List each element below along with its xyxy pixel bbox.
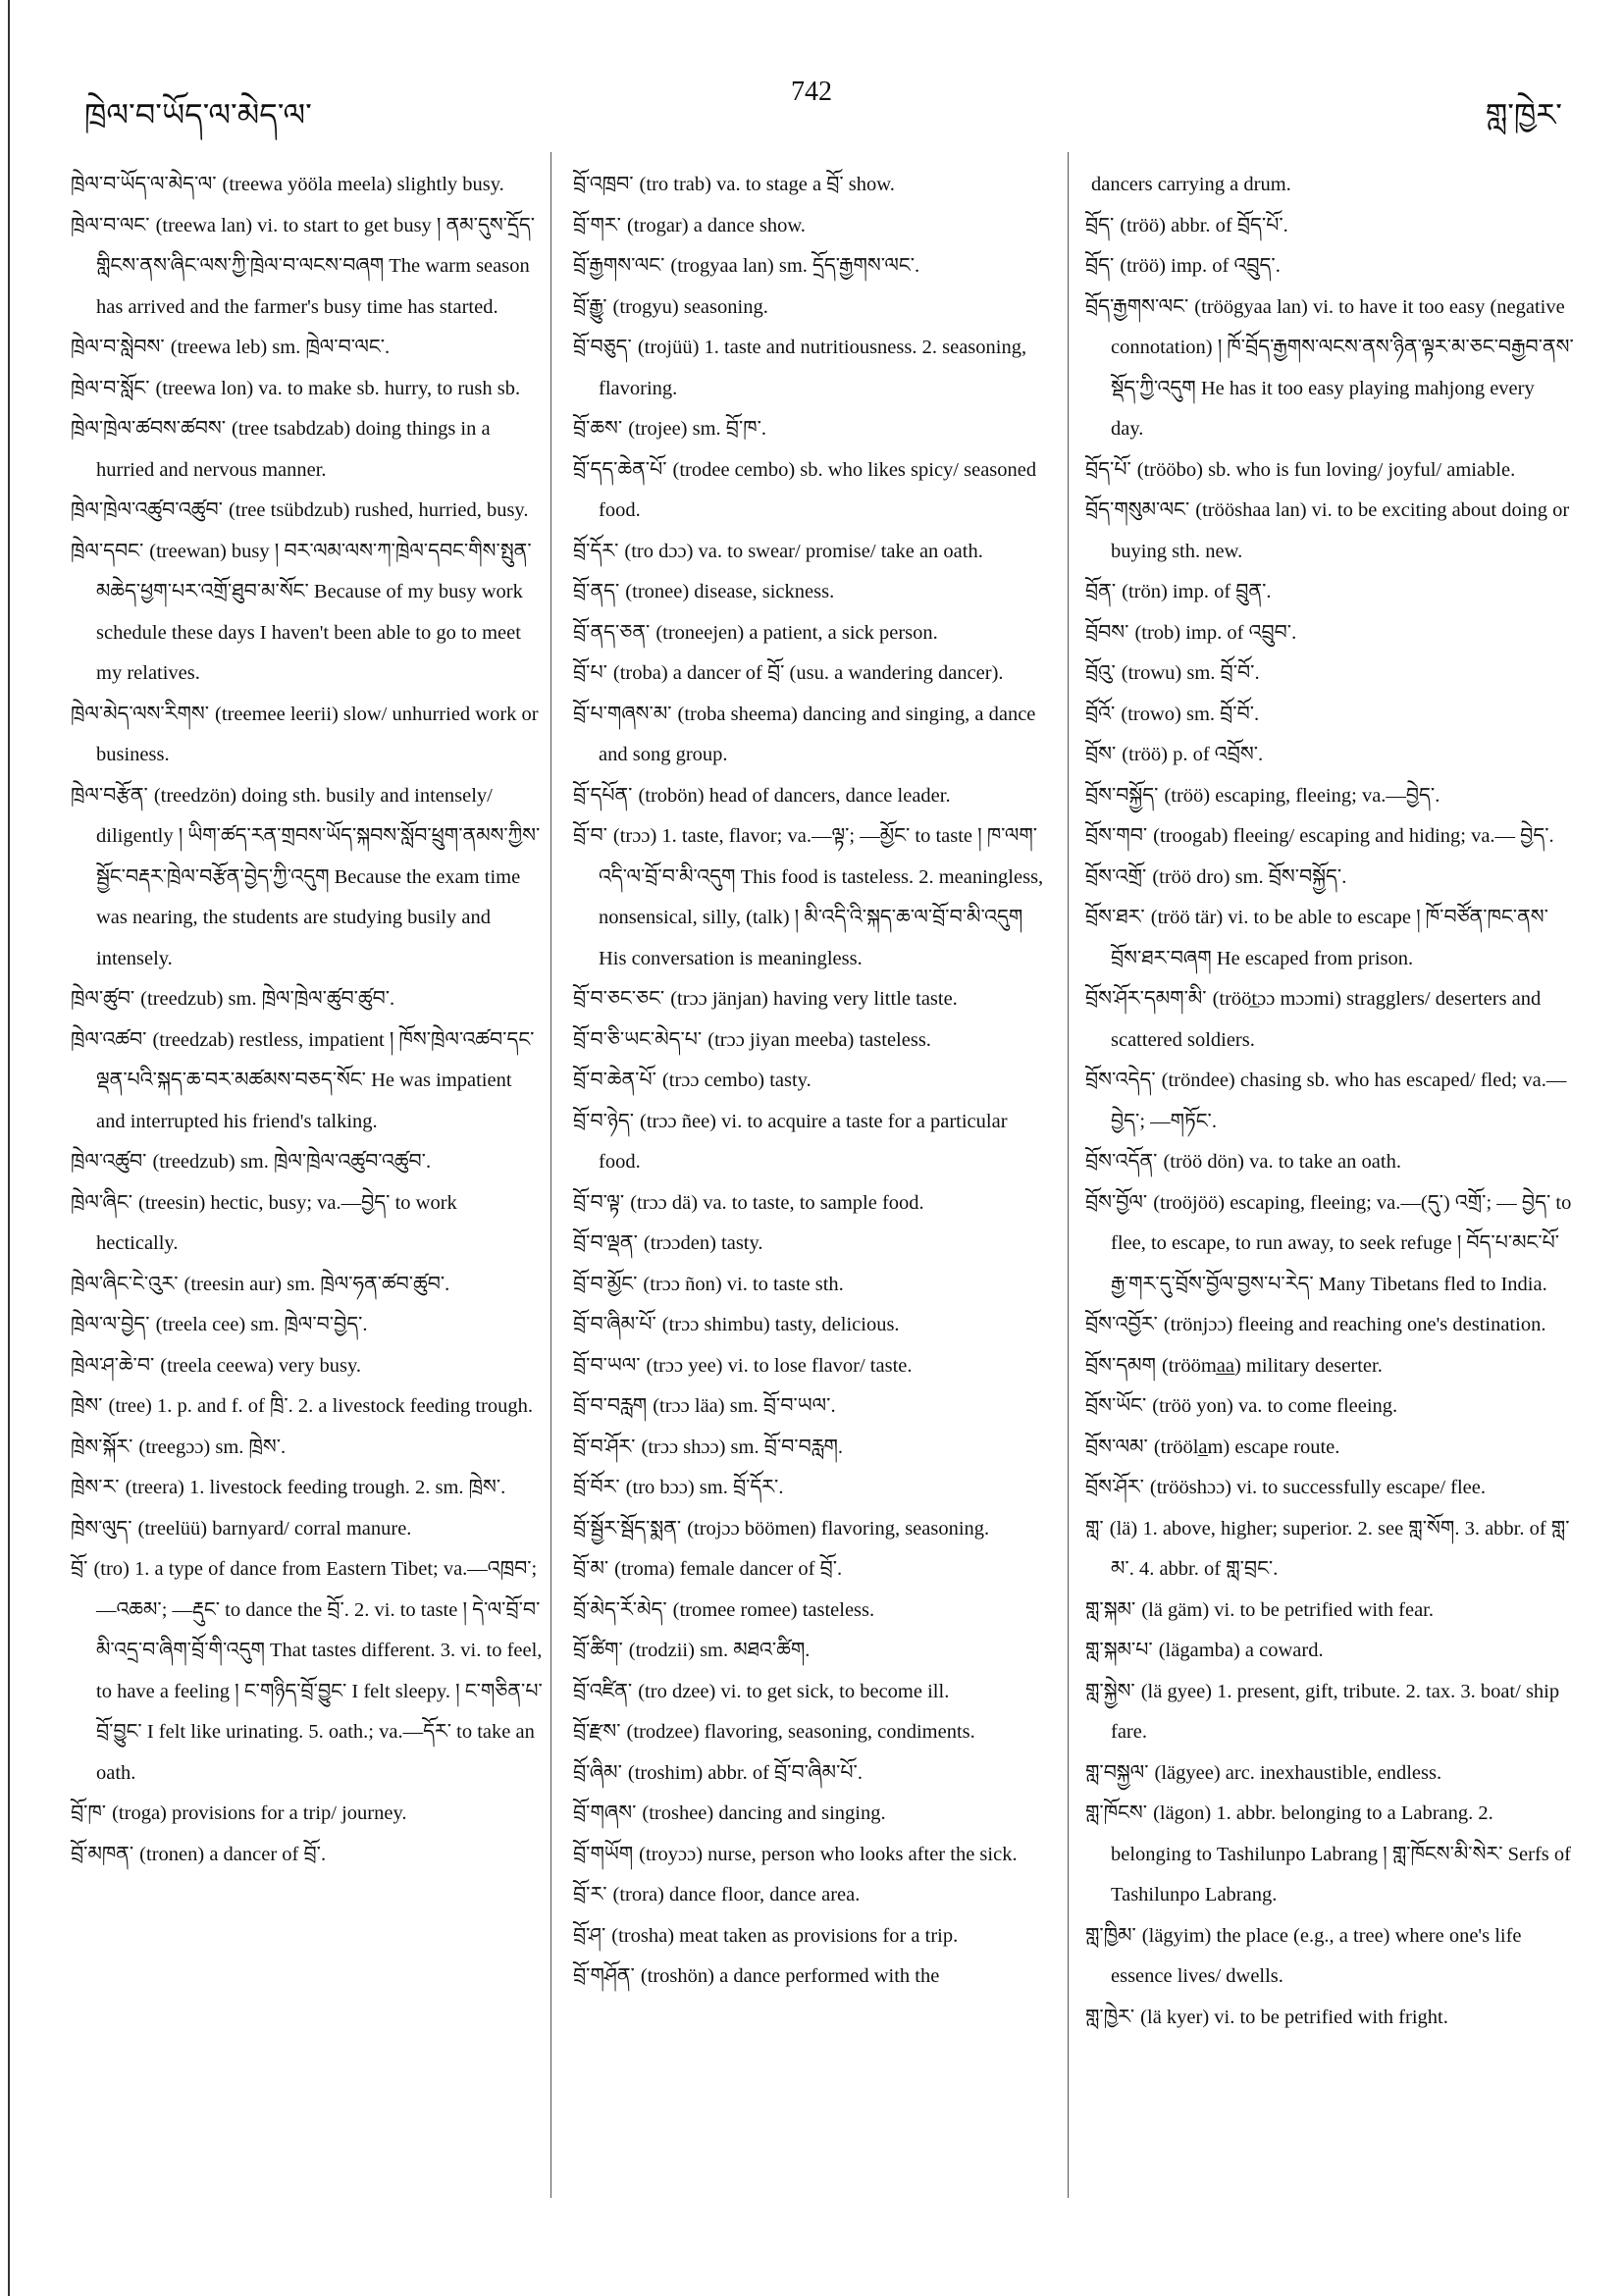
entry-headword: བྲོས་འགྲོ་ (1085, 865, 1147, 888)
dictionary-entry (1085, 898, 1576, 979)
entry-headword: བྲོ་བ་ཉེད་ (573, 1110, 635, 1132)
entry-definition: (tröndee) chasing sb. who has escaped/ fled; va.—བྱེད་; —གཏོང་. (1111, 1070, 1567, 1132)
entry-headword: བྲོས་ (1085, 744, 1117, 765)
entry-headword: བྲོ་དོར་ (573, 540, 619, 562)
entry-definition: (lägyee) arc. inexhaustible, endless. (1154, 1761, 1442, 1784)
entry-headword: བྲོ་གཤོན་ (573, 1965, 635, 1987)
column-divider (1068, 152, 1069, 2198)
dictionary-entry (71, 1794, 544, 1835)
column-3 (1085, 165, 1576, 2038)
entry-definition: (trogyaa lan) sm. དྲོད་རྒྱགས་ལང་. (670, 255, 920, 277)
entry-definition: (trɔɔden) tasty. (643, 1232, 763, 1254)
entry-definition: (treesin aur) sm. ཁྲེལ་ཧན་ཚབ་ཚུབ་. (183, 1273, 450, 1295)
column-2 (573, 165, 1046, 1998)
entry-definition: (troyɔɔ) nurse, person who looks after the sick. (639, 1843, 1018, 1865)
dictionary-entry (573, 1916, 1046, 1957)
dictionary-entry (1085, 1591, 1576, 1632)
entry-headword: ཁྲེལ་བ་སླེབས་ (71, 337, 165, 358)
entry-definition: (tronee) disease, sickness. (625, 581, 835, 602)
entry-definition: (trööla̲m) escape route. (1153, 1435, 1340, 1458)
dictionary-entry (71, 1428, 544, 1469)
entry-headword: བྲོ་མེད་རོ་མེད་ (573, 1598, 667, 1621)
entry-headword: བྲོ་རྒྱུ་ (573, 295, 607, 318)
dictionary-entry (573, 816, 1046, 979)
entry-definition: (lä) 1. above, higher; superior. 2. see གླ་སོག. 3. abbr. of གླ་མ་. 4. abbr. of གླ་བྲང་. (1109, 1517, 1570, 1580)
entry-definition: (trɔɔ shimbu) tasty, delicious. (661, 1314, 900, 1335)
entry-definition: (trowu) sm. བྲོ་བོ་. (1121, 662, 1260, 684)
header-right-guide-word: གླ་ཁྱེར་ (1485, 97, 1562, 132)
entry-definition: (tröö) p. of འབྲོས་. (1122, 744, 1264, 765)
header-left-guide-word: ཁྲེལ་བ་ཡོད་ལ་མེད་ལ་ (84, 97, 312, 132)
entry-definition: (troneejen) a patient, a sick person. (655, 621, 938, 644)
entry-definition: (trogar) a dance show. (626, 214, 806, 236)
dictionary-entry (573, 1591, 1046, 1632)
entry-headword: བྲོ་པ་གཞས་མ་ (573, 703, 672, 725)
entry-definition: (tröö) escaping, fleeing; va.—བྱེད་. (1164, 784, 1440, 807)
dictionary-entry (71, 1835, 544, 1876)
entry-definition: (trööshɔɔ) vi. to successfully escape/ flee. (1149, 1477, 1486, 1498)
entry-definition: (trɔɔ cembo) tasty. (661, 1070, 812, 1091)
entry-headword: བྲོས་བྱོལ་ (1085, 1191, 1148, 1214)
dictionary-entry (1085, 1916, 1576, 1998)
dictionary-entry (573, 409, 1046, 450)
entry-headword: གླ་ཁོངས་ (1085, 1802, 1148, 1824)
dictionary-entry (573, 1468, 1046, 1509)
page-number: 742 (791, 77, 832, 107)
entry-definition: (treela cee) sm. ཁྲེལ་བ་བྱེད་. (155, 1314, 368, 1335)
dictionary-entry (573, 1794, 1046, 1835)
dictionary-entry (71, 1549, 544, 1794)
entry-definition: (treedzön) doing sth. busily and intensely/ diligently ། ཡིག་ཚད་རན་གྲབས་ཡོད་སྐབས་སློབ་ཕྲུག་ནམས་ཀྱིས་སྦྱོང་བརྡར་ཁྲེལ་བརྩོན་བྱེད་ཀྱི་འདུག Because the exam time was nearing, the students are studying busily and intensely. (96, 784, 541, 969)
dictionary-entry (1085, 1631, 1576, 1672)
entry-headword: བྲོ་བ་ཅི་ཡང་མེད་པ་ (573, 1028, 703, 1051)
entry-headword: བྲོ་བ་ཞིམ་པོ་ (573, 1314, 656, 1335)
entry-headword: ཁྲེལ་མེད་ལས་རིགས་ (71, 703, 210, 725)
dictionary-entry (71, 1020, 544, 1143)
entry-headword: གླ་ཁྱིམ་ (1085, 1924, 1136, 1947)
entry-definition: (treera) 1. livestock feeding trough. 2. sm. ཁྲེས་. (125, 1477, 506, 1498)
dictionary-entry (71, 532, 544, 695)
entry-headword: བྲོ་ཁ་ (71, 1802, 107, 1824)
entry-headword: བྲོད་གསུམ་ལང་ (1085, 499, 1190, 521)
entry-headword: བྲོ་ཆས་ (573, 418, 623, 440)
entry-definition: (tronen) a dancer of བྲོ་. (139, 1843, 327, 1865)
dictionary-entry (1085, 979, 1576, 1061)
entry-definition: (lä gyee) 1. present, gift, tribute. 2. tax. 3. boat/ ship fare. (1111, 1680, 1560, 1743)
entry-definition: (trora) dance floor, dance area. (612, 1884, 861, 1905)
entry-headword: བྲོ་མཁན་ (71, 1843, 134, 1865)
dictionary-entry (1085, 572, 1576, 613)
entry-headword: བྲོ་ (71, 1558, 88, 1580)
entry-headword: བྲོབས་ (1085, 621, 1129, 644)
dictionary-entry (1085, 735, 1576, 776)
dictionary-entry (1085, 1183, 1576, 1306)
dictionary-entry (573, 246, 1046, 287)
entry-definition: (tröögyaa lan) vi. to have it too easy (negative connotation) ། ཁོ་བྲོད་རྒྱགས་ལངས་ནས་ཉིན་ལྟར་མ་ཅང་བརྒྱབ་ནས་སྡོད་ཀྱི་འདུག He has it too easy playing mahjong every day. (1111, 295, 1574, 440)
entry-definition: (tröö) abbr. of བྲོད་པོ་. (1120, 214, 1288, 236)
dictionary-entry (71, 1142, 544, 1183)
entry-headword: བྲོ་བཅུད་ (573, 337, 632, 358)
entry-headword: བྲོ་ཤ་ (573, 1924, 606, 1947)
entry-headword: བྲོ་དད་ཆེན་པོ་ (573, 458, 667, 481)
entry-headword: བྲོན་ (1085, 581, 1117, 602)
dictionary-entry (1085, 1753, 1576, 1795)
entry-headword: བྲོད་ (1085, 255, 1115, 277)
dictionary-entry (1085, 1998, 1576, 2039)
entry-definition: (tro dɔɔ) va. to swear/ promise/ take an oath. (624, 540, 983, 562)
dictionary-entry (71, 1346, 544, 1387)
entry-definition: (trɔɔ ñon) vi. to taste sth. (643, 1273, 844, 1295)
entry-definition: (tree) 1. p. and f. of ཁྲི་. 2. a livestock feeding trough. (108, 1395, 534, 1417)
entry-headword: བྲོ་བ་ལྟ་ (573, 1191, 625, 1214)
entry-definition: (trɔɔ ñee) vi. to acquire a taste for a particular food. (599, 1110, 1008, 1173)
dictionary-entry (71, 491, 544, 532)
entry-headword: གླ་བསྐྱལ་ (1085, 1761, 1149, 1784)
entry-headword: གླ་སྐམ་པ་ (1085, 1640, 1153, 1661)
entry-definition: (troshim) abbr. of བྲོ་བ་ཞིམ་པོ་. (627, 1761, 863, 1784)
entry-headword: བྲོ་བ་ཅང་ཅང་ (573, 988, 665, 1010)
entry-definition: (treelüü) barnyard/ corral manure. (137, 1517, 412, 1539)
dictionary-entry (573, 1672, 1046, 1713)
dictionary-entry (573, 1102, 1046, 1183)
entry-definition: (trodzii) sm. མཐའ་ཚིག. (628, 1640, 811, 1661)
entry-definition: (tro dzee) vi. to get sick, to become ill. (638, 1680, 950, 1702)
entry-definition: (trɔɔ yee) vi. to lose flavor/ taste. (646, 1354, 913, 1377)
entry-definition: (troma) female dancer of བྲོ་. (614, 1558, 843, 1580)
dictionary-entry (573, 1224, 1046, 1265)
entry-headword: གླ་སྐྱེས་ (1085, 1680, 1135, 1702)
dictionary-entry (573, 287, 1046, 329)
entry-headword: བྲོད་ (1085, 214, 1115, 236)
column-1 (71, 165, 544, 1875)
dictionary-entry (573, 1835, 1046, 1876)
entry-headword: བྲོ་བ་བརླག (573, 1395, 648, 1417)
dictionary-entry (71, 1386, 544, 1428)
entry-headword: བྲོས་འདེད་ (1085, 1070, 1156, 1091)
entry-definition: (treemee leerii) slow/ unhurried work or business. (96, 703, 539, 765)
entry-headword: བྲོའུ་ (1085, 662, 1116, 684)
dictionary-entry (573, 1346, 1046, 1387)
entry-headword: ཁྲེལ་ཞིང་ངེ་འུར་ (71, 1273, 179, 1295)
dictionary-entry (573, 328, 1046, 409)
entry-headword: ཁྲེལ་དབང་ (71, 540, 144, 562)
dictionary-entry (1085, 450, 1576, 492)
entry-headword: ཁྲེས་སྐོར་ (71, 1435, 133, 1458)
entry-headword: བྲོ་པ་ (573, 662, 607, 684)
entry-definition: (trön) imp. of བྲུན་. (1122, 581, 1272, 602)
entry-definition: (trobön) head of dancers, dance leader. (638, 784, 951, 807)
entry-headword: ཁྲེལ་བ་ཡོད་ལ་མེད་ལ་ (71, 174, 217, 195)
dictionary-entry (71, 1509, 544, 1550)
entry-definition: (treewan) busy ། བར་ལམ་ལས་ཀ་ཁྲེལ་དབང་གིས་སྤུན་མཆེད་ཕྱག་པར་འགྲོ་ཐུབ་མ་སོང་ Because of my busy work schedule these days I haven't been able to go to meet my relatives. (96, 540, 532, 684)
dictionary-entry (573, 206, 1046, 247)
dictionary-entry (1085, 1468, 1576, 1509)
entry-definition: (treewa lan) vi. to start to get busy ། ནམ་དུས་དྲོད་གླིངས་ནས་ཞིང་ལས་ཀྱི་ཁྲེལ་བ་ལངས་བཞག The warm season has arrived and the farmer's busy time has started. (96, 214, 536, 318)
dictionary-entry (1085, 1386, 1576, 1428)
entry-headword: ཁྲེལ་འཚུབ་ (71, 1151, 147, 1173)
entry-definition: (tromee romee) tasteless. (672, 1598, 875, 1621)
left-margin-rule (8, 0, 10, 2296)
entry-definition: dancers carrying a drum. (1091, 174, 1291, 195)
dictionary-entry (1085, 776, 1576, 817)
dictionary-entry (71, 206, 544, 329)
entry-definition: (trojɔɔ böömen) flavoring, seasoning. (687, 1517, 990, 1539)
dictionary-entry (573, 1265, 1046, 1306)
entry-definition: (trɔɔ jänjan) having very little taste. (670, 988, 958, 1010)
dictionary-entry (71, 1305, 544, 1346)
entry-definition: (trojüü) 1. taste and nutritiousness. 2. seasoning, flavoring. (599, 337, 1027, 399)
dictionary-entry (1085, 1061, 1576, 1142)
dictionary-entry (1085, 1305, 1576, 1346)
dictionary-entry (71, 1468, 544, 1509)
dictionary-entry (1085, 1428, 1576, 1469)
entry-headword: བྲོ་རྒྱགས་ལང་ (573, 255, 665, 277)
entry-headword: ཁྲེལ་ཁྲེལ་འཚུབ་འཚུབ་ (71, 499, 223, 521)
entry-definition: (troba) a dancer of བྲོ་ (usu. a wandering dancer). (612, 662, 1004, 684)
dictionary-entry (573, 979, 1046, 1020)
entry-headword: བྲོ་བ་ལྡན་ (573, 1232, 638, 1254)
entry-headword: བྲོ་མ་ (573, 1558, 609, 1580)
dictionary-entry (573, 653, 1046, 695)
entry-headword: བྲོ་གཡོག (573, 1843, 634, 1865)
entry-definition: (trööbo) sb. who is fun loving/ joyful/ amiable. (1136, 458, 1516, 481)
dictionary-entry (573, 1875, 1046, 1916)
entry-headword: བྲོ་བོར་ (573, 1477, 620, 1498)
entry-headword: ཁྲེས་ལུད་ (71, 1517, 132, 1539)
entry-definition: (treedzub) sm. ཁྲེལ་ཁྲེལ་འཚུབ་འཚུབ་. (152, 1151, 432, 1173)
entry-definition: (tröö) imp. of འབྲུད་. (1120, 255, 1281, 277)
entry-definition: (treewa leb) sm. ཁྲེལ་བ་ལང་. (170, 337, 391, 358)
entry-headword: ཁྲེས་ (71, 1395, 103, 1417)
entry-definition: (treedzab) restless, impatient ། ཁོས་ཁྲེལ་འཚབ་དང་ལྡན་པའི་སྐད་ཆ་བར་མཚམས་བཅད་སོང་ He was impatient and interrupted his friend's talking. (96, 1028, 535, 1132)
entry-headword: བྲོ་སྦྱོར་སྦོད་སྨན་ (573, 1517, 682, 1539)
entry-headword: བྲོ་ནད་ (573, 581, 620, 602)
entry-headword: བྲོས་བསྐྱོད་ (1085, 784, 1159, 807)
entry-definition: (trönjɔɔ) fleeing and reaching one's destination. (1163, 1314, 1546, 1335)
dictionary-entry (573, 532, 1046, 573)
entry-definition: (tree tsübdzub) rushed, hurried, busy. (228, 499, 529, 521)
entry-definition: (troöjöö) escaping, fleeing; va.—(དུ་) འགྲོ་; — བྱེད་ to flee, to escape, to run away, to seek refuge ། བོད་པ་མང་པོ་རྒྱ་གར་དུ་བྲོས་བྱོལ་བྱས་པ་རེད་ Many Tibetans fled to India. (1111, 1191, 1572, 1295)
entry-definition: (trodee cembo) sb. who likes spicy/ seasoned food. (599, 458, 1037, 521)
entry-definition: (troshön) a dance performed with the (640, 1965, 940, 1987)
entry-definition: (trodzee) flavoring, seasoning, condiments. (626, 1721, 975, 1743)
entry-definition: (lägyim) the place (e.g., a tree) where one's life essence lives/ dwells. (1111, 1924, 1522, 1987)
entry-headword: གླ་ (1085, 1517, 1104, 1539)
entry-definition: (tröö tär) vi. to be able to escape ། ཁོ་བཙོན་ཁང་ནས་བྲོས་ཐར་བཞག He escaped from prison. (1111, 907, 1548, 969)
dictionary-entry (573, 450, 1046, 532)
entry-headword: བྲོའོ་ (1085, 703, 1116, 725)
dictionary-entry (573, 1305, 1046, 1346)
dictionary-entry (573, 1549, 1046, 1591)
entry-definition: (trojee) sm. བྲོ་ཁ་. (628, 418, 767, 440)
entry-definition: (tro) 1. a type of dance from Eastern Tibet; va.—འཁྲབ་; —འཆམ་; —རྡུང་ to dance the བྲོ་. 2. vi. to taste ། དེ་ལ་བྲོ་བ་མི་འདྲ་བ་ཞིག་བྲོ་གི་འདུག That tastes different. 3. vi. to feel, to have a feeling ། ང་གཉིད་བྲོ་བྱུང་ I felt sleepy. ། ང་གཅིན་པ་བྲོ་བྱུང་ I felt like urinating. 5. oath.; va.—དོར་ to take an oath. (93, 1558, 543, 1784)
entry-definition: (tro bɔɔ) sm. བྲོ་དོར་. (625, 1477, 784, 1498)
entry-headword: བྲོས་ཤོར་ (1085, 1477, 1144, 1498)
dictionary-entry (1085, 1794, 1576, 1916)
dictionary-entry (573, 1509, 1046, 1550)
entry-definition: (tröö dro) sm. བྲོས་བསྐྱོད་. (1152, 865, 1347, 888)
entry-headword: བྲོ་འཛིན་ (573, 1680, 633, 1702)
dictionary-entry (573, 776, 1046, 817)
dictionary-entry (1085, 858, 1576, 899)
entry-headword: བྲོ་རྫས་ (573, 1721, 621, 1743)
entry-headword: བྲོ་གཞས་ (573, 1802, 637, 1824)
dictionary-entry (573, 1753, 1046, 1795)
entry-headword: ཁྲེལ་བ་ལང་ (71, 214, 150, 236)
entry-definition: (trɔɔ dä) va. to taste, to sample food. (630, 1191, 924, 1214)
dictionary-entry (71, 776, 544, 980)
dictionary-entry (573, 1061, 1046, 1102)
dictionary-entry (1085, 1509, 1576, 1591)
dictionary-entry (573, 1386, 1046, 1428)
entry-definition: (trɔɔ jiyan meeba) tasteless. (707, 1028, 931, 1051)
entry-definition: (troba sheema) dancing and singing, a dance and song group. (599, 703, 1036, 765)
entry-headword: བྲོ་དཔོན་ (573, 784, 633, 807)
dictionary-entry (1085, 1346, 1576, 1387)
entry-headword: ཁྲེལ་ཁྲེལ་ཚབས་ཚབས་ (71, 418, 227, 440)
dictionary-entry (573, 695, 1046, 776)
entry-headword: ཁྲེས་ར་ (71, 1477, 120, 1498)
dictionary-entry (71, 328, 544, 369)
entry-headword: བྲོ་བ་ཡལ་ (573, 1354, 641, 1377)
entry-headword: ཁྲེལ་ཞིང་ (71, 1191, 132, 1214)
entry-headword: བྲོས་དམག (1085, 1354, 1156, 1377)
entry-headword: ཁྲེལ་ལ་བྱེད་ (71, 1314, 150, 1335)
dictionary-entry (573, 1020, 1046, 1062)
column-divider (550, 152, 551, 2198)
dictionary-entry (71, 409, 544, 491)
entry-definition: (trööt̲ɔɔ mɔɔmi) stragglers/ deserters and scattered soldiers. (1111, 988, 1542, 1051)
entry-definition: (trɔɔ läa) sm. བྲོ་བ་ཡལ་. (653, 1395, 836, 1417)
entry-definition: (trööshaa lan) vi. to be exciting about doing or buying sth. new. (1111, 499, 1570, 562)
entry-definition: (trɔɔ shɔɔ) sm. བྲོ་བ་བརླག. (641, 1435, 844, 1458)
dictionary-entry (573, 1631, 1046, 1672)
entry-definition: (tro trab) va. to stage a བྲོ་ show. (639, 174, 895, 195)
dictionary-entry (1085, 816, 1576, 858)
entry-definition: (lä kyer) vi. to be petrified with fright. (1140, 2006, 1448, 2028)
entry-headword: བྲོ་བ་ཆེན་པོ་ (573, 1070, 656, 1091)
entry-headword: བྲོ་ར་ (573, 1884, 607, 1905)
entry-headword: བྲོ་གར་ (573, 214, 621, 236)
entry-definition: (treedzub) sm. ཁྲེལ་ཁྲེལ་ཚུབ་ཚུབ་. (140, 988, 395, 1010)
entry-headword: ཁྲེལ་བ་སློང་ (71, 377, 150, 399)
entry-headword: ཁྲེལ་ཤ་ཆེ་བ་ (71, 1354, 155, 1377)
entry-headword: བྲོས་ཐར་ (1085, 907, 1145, 928)
entry-headword: གླ་སྐམ་ (1085, 1598, 1136, 1621)
dictionary-entry (573, 1428, 1046, 1469)
entry-definition: (troogab) fleeing/ escaping and hiding; va.— བྱེད་. (1153, 825, 1554, 847)
entry-headword: བྲོས་གབ་ (1085, 825, 1148, 847)
entry-headword: བྲོད་པོ་ (1085, 458, 1131, 481)
dictionary-entry (1085, 613, 1576, 654)
entry-headword: བྲོ་བ་ (573, 825, 607, 847)
entry-definition: (trogyu) seasoning. (612, 295, 768, 318)
dictionary-entry (1085, 1672, 1576, 1753)
entry-headword: ཁྲེལ་ཚུབ་ (71, 988, 135, 1010)
entry-definition: (tröö dön) va. to take an oath. (1163, 1151, 1401, 1173)
dictionary-entry (71, 1183, 544, 1265)
entry-headword: བྲོ་འཁྲབ་ (573, 174, 634, 195)
entry-definition: (treewa yööla meela) slightly busy. (222, 174, 504, 195)
dictionary-entry (1085, 206, 1576, 247)
entry-headword: བྲོས་ཤོར་དམག་མི་ (1085, 988, 1207, 1010)
dictionary-entry (573, 165, 1046, 206)
dictionary-entry (1085, 1142, 1576, 1183)
entry-definition: (trob) imp. of འབྲུབ་. (1134, 621, 1297, 644)
entry-headword: བྲོས་འདོན་ (1085, 1151, 1158, 1173)
dictionary-entry (71, 1265, 544, 1306)
entry-headword: བྲོ་ཚིག་ (573, 1640, 623, 1661)
entry-definition: (troga) provisions for a trip/ journey. (112, 1802, 407, 1824)
dictionary-entry (573, 1183, 1046, 1225)
entry-definition: (troshee) dancing and singing. (642, 1802, 886, 1824)
entry-headword: བྲོས་ཡོང་ (1085, 1395, 1147, 1417)
entry-definition: (trööma̲a̲) military deserter. (1161, 1354, 1383, 1377)
entry-definition: (treewa lon) va. to make sb. hurry, to rush sb. (155, 377, 521, 399)
dictionary-entry (1085, 491, 1576, 572)
dictionary-entry (1085, 287, 1576, 450)
dictionary-entry (573, 572, 1046, 613)
entry-headword: བྲོད་རྒྱགས་ལང་ (1085, 295, 1189, 318)
dictionary-entry (1085, 653, 1576, 695)
dictionary-entry (1085, 165, 1576, 206)
entry-definition: (lägamba) a coward. (1158, 1640, 1324, 1661)
entry-definition: (trosha) meat taken as provisions for a trip. (611, 1924, 959, 1947)
entry-definition: (treegɔɔ) sm. ཁྲེས་. (138, 1435, 287, 1458)
dictionary-entry (71, 369, 544, 410)
dictionary-entry (1085, 695, 1576, 736)
dictionary-entry (573, 1712, 1046, 1753)
entry-headword: ཁྲེལ་འཚབ་ (71, 1028, 147, 1051)
entry-definition: (trɔɔ) 1. taste, flavor; va.—ལྟ་; —མྱོང་ to taste ། ཁ་ལག་འདི་ལ་བྲོ་བ་མི་འདུག This food is tasteless. 2. meaningless, nonsensical, silly, (talk) ། མི་འདི་འི་སྐད་ཆ་ལ་བྲོ་བ་མི་འདུག His conversation is meaningless. (599, 825, 1044, 969)
entry-definition: (treesin) hectic, busy; va.—བྱེད་ to work hectically. (96, 1191, 457, 1254)
entry-definition: (treela ceewa) very busy. (160, 1354, 362, 1377)
entry-headword: ཁྲེལ་བརྩོན་ (71, 784, 148, 807)
entry-headword: བྲོ་བ་ཤོར་ (573, 1435, 636, 1458)
dictionary-entry (1085, 246, 1576, 287)
entry-headword: བྲོ་བ་མྱོང་ (573, 1273, 638, 1295)
entry-headword: བྲོས་ལམ་ (1085, 1435, 1148, 1458)
dictionary-entry (71, 165, 544, 206)
dictionary-entry (573, 1957, 1046, 1998)
entry-headword: བྲོས་འབྱོར་ (1085, 1314, 1158, 1335)
dictionary-entry (71, 979, 544, 1020)
entry-definition: (lägon) 1. abbr. belonging to a Labrang. 2. belonging to Tashilunpo Labrang ། གླ་ཁོངས་མི་སེར་ Serfs of Tashilunpo Labrang. (1111, 1802, 1571, 1905)
dictionary-entry (71, 695, 544, 776)
entry-headword: བྲོ་ནད་ཅན་ (573, 621, 651, 644)
dictionary-entry (573, 613, 1046, 654)
entry-definition: (tree tsabdzab) doing things in a hurried and nervous manner. (96, 418, 491, 481)
entry-definition: (tröö yon) va. to come fleeing. (1152, 1395, 1398, 1417)
entry-definition: (trowo) sm. བྲོ་བོ་. (1121, 703, 1260, 725)
entry-headword: བྲོ་ཞིམ་ (573, 1761, 622, 1784)
entry-headword: གླ་ཁྱེར་ (1085, 2006, 1135, 2028)
entry-definition: (lä gäm) vi. to be petrified with fear. (1141, 1598, 1434, 1621)
